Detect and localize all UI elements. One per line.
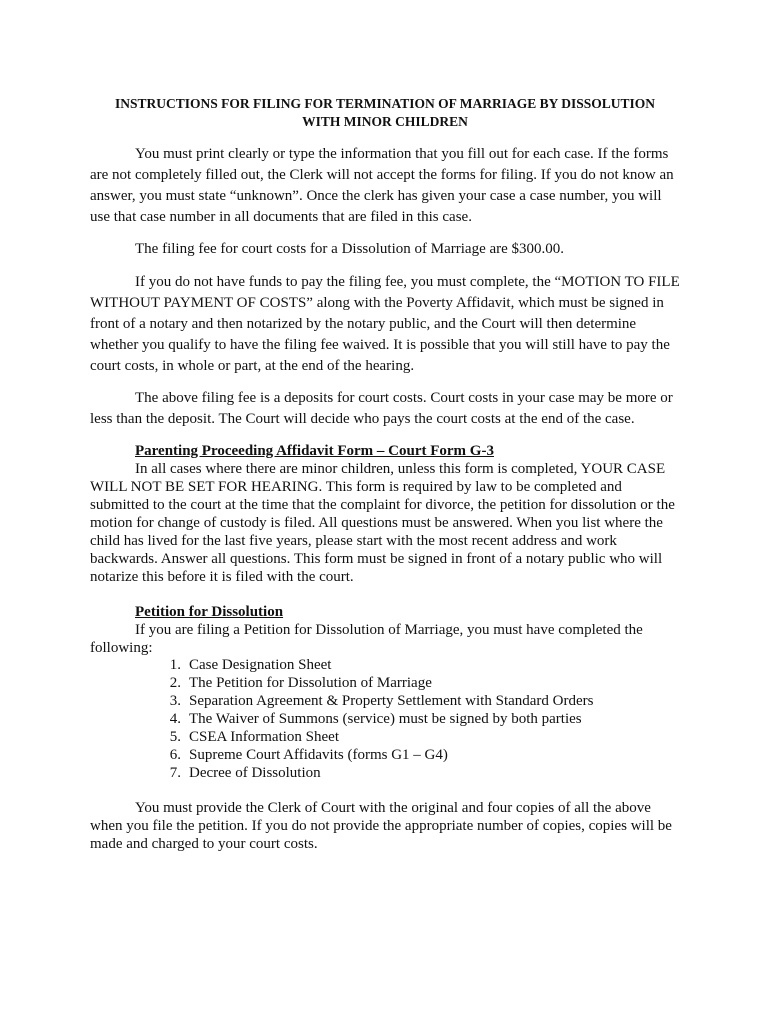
list-item: 5. CSEA Information Sheet xyxy=(169,729,339,745)
required-forms-list xyxy=(135,656,594,782)
paragraph-deposit: The above filing fee is a deposits for court costs. Court costs in your case may be more or less than the deposit. The Court will decide who pays the court costs at the end of the case. xyxy=(90,390,673,427)
list-item: 4. The Waiver of Summons (service) must be signed by both parties xyxy=(169,711,582,727)
document-title xyxy=(90,95,680,131)
paragraph-parenting-affidavit: In all cases where there are minor children, unless this form is completed, YOUR CASE WILL NOT BE SET FOR HEARING. This form is required by law to be completed and submitted to the court at the time that the complaint for divorce, the petition for dissolution or the motion for change of custody is filed. All questions must be answered. When you list where the child has lived for the last five years, please start with the most recent address and work backwards. Answer all questions. This form must be signed in front of a notary public who will notarize this before it is filed with the court. xyxy=(90,461,675,585)
section-heading-parenting-affidavit: Parenting Proceeding Affidavit Form – Court Form G-3 xyxy=(135,443,494,459)
list-item: 2. The Petition for Dissolution of Marriage xyxy=(169,675,432,691)
section-heading-petition: Petition for Dissolution xyxy=(135,604,284,620)
paragraph-instructions: You must print clearly or type the information that you fill out for each case. If the forms are not completely filled out, the Clerk will not accept the forms for filing. If you do not know an answer, you must state “unknown”. Once the clerk has given your case a case number, you will use that case number in all documents that are filed in this case. xyxy=(90,146,674,225)
paragraph-petition: If you are filing a Petition for Dissolution of Marriage, you must have completed the following: xyxy=(90,622,643,656)
title-line-2: WITH MINOR CHILDREN xyxy=(302,114,468,129)
list-item: 6. Supreme Court Affidavits (forms G1 – G4) xyxy=(169,747,448,763)
list-item: 3. Separation Agreement & Property Settlement with Standard Orders xyxy=(169,693,594,709)
list-item: 1. Case Designation Sheet xyxy=(169,657,332,673)
title-line-1: INSTRUCTIONS FOR FILING FOR TERMINATION OF MARRIAGE BY DISSOLUTION xyxy=(114,96,656,111)
paragraph-filing-fee: The filing fee for court costs for a Dissolution of Marriage are $300.00. xyxy=(135,241,565,257)
paragraph-fee-waiver: If you do not have funds to pay the filing fee, you must complete, the “MOTION TO FILE WITHOUT PAYMENT OF COSTS” along with the Poverty Affidavit, which must be signed in front of a notary and then notarized by the notary public, and the Court will then determine whether you qualify to have the filing fee waived. It is possible that you will still have to pay the court costs, in whole or part, at the end of the hearing. xyxy=(90,274,680,374)
paragraph-copies: You must provide the Clerk of Court with the original and four copies of all the above when you file the petition. If you do not provide the appropriate number of copies, copies will be made and charged to your court costs. xyxy=(90,800,672,852)
list-item: 7. Decree of Dissolution xyxy=(169,765,321,781)
